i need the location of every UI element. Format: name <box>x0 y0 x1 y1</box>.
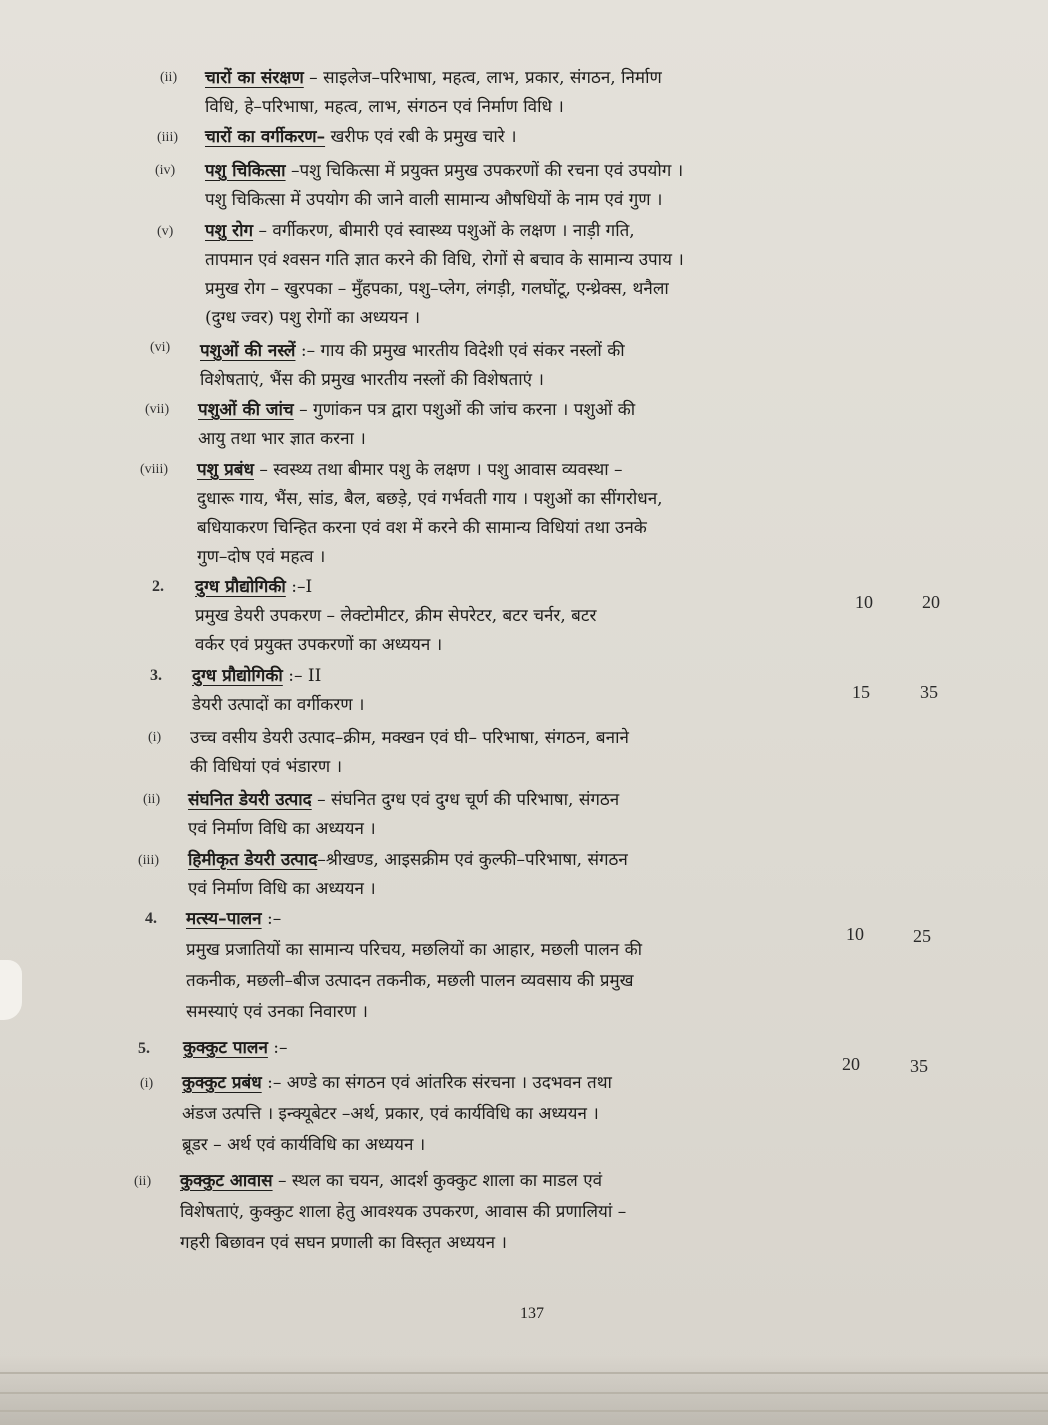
marks-total: 20 <box>922 592 940 612</box>
syllabus-item-animal-breeds: पशुओं की नस्लें :– गाय की प्रमुख भारतीय विदेशी एवं संकर नस्लों की विशेषताएं, भैंस की प्रमुख भारतीय नस्लों की विशेषताएं । <box>200 341 625 390</box>
item-line: खरीफ एवं रबी के प्रमुख चारे । <box>330 127 517 147</box>
item-line: ब्रूडर – अर्थ एवं कार्यविधि का अध्ययन । <box>182 1135 426 1155</box>
item-heading: चारों का वर्गीकरण– <box>205 127 326 147</box>
item-number: 4. <box>145 910 157 927</box>
syllabus-item-animal-examination: पशुओं की जांच – गुणांकन पत्र द्वारा पशुओं की जांच करना । पशुओं की आयु तथा भार ज्ञात करना । <box>198 400 636 449</box>
item-line: पशु चिकित्सा में प्रयुक्त प्रमुख उपकरणों की रचना एवं उपयोग । <box>299 161 684 181</box>
item-line: उच्च वसीय डेयरी उत्पाद–क्रीम, मक्खन एवं घी– परिभाषा, संगठन, बनाने <box>190 728 629 748</box>
item-line: गाय की प्रमुख भारतीय विदेशी एवं संकर नस्लों की <box>320 341 625 361</box>
item-line: स्वस्थ्य तथा बीमार पशु के लक्षण । पशु आवास व्यवस्था – <box>273 460 623 480</box>
item-heading: चारों का संरक्षण <box>205 68 304 88</box>
syllabus-item-poultry-management: कुक्कुट प्रबंध :– अण्डे का संगठन एवं आंतरिक संरचना । उदभवन तथा अंडज उत्पत्ति । इन्क्यूबेटर –अर्थ, प्रकार, एवं कार्यविधि का अध्ययन । ब्रूडर – अर्थ एवं कार्यविधि का अध्ययन । <box>182 1073 612 1155</box>
syllabus-item-dairy-technology-1: दुग्ध प्रौद्योगिकी :–I प्रमुख डेयरी उपकरण – लेक्टोमीटर, क्रीम सेपरेटर, बटर चर्नर, बटर वर्कर एवं प्रयुक्त उपकरणों का अध्ययन । <box>195 577 597 655</box>
item-line: गुणांकन पत्र द्वारा पशुओं की जांच करना । पशुओं की <box>313 400 636 420</box>
item-line: डेयरी उत्पादों का वर्गीकरण । <box>192 695 365 715</box>
page-number: 137 <box>520 1305 544 1322</box>
item-heading: पशु चिकित्सा <box>205 161 286 181</box>
item-number: (vii) <box>145 402 170 417</box>
syllabus-item-dairy-technology-2: दुग्ध प्रौद्योगिकी :– II डेयरी उत्पादों का वर्गीकरण । <box>192 666 365 715</box>
item-number: (i) <box>148 730 162 745</box>
item-heading: कुक्कुट आवास <box>180 1171 273 1191</box>
marks-total: 25 <box>913 926 931 946</box>
syllabus-item-fisheries: मत्स्य–पालन :– प्रमुख प्रजातियों का सामान्य परिचय, मछलियों का आहार, मछली पालन की तकनीक, मछली–बीज उत्पादन तकनीक, मछली पालन व्यवसाय की प्रमुख समस्याएं एवं उनका निवारण । <box>186 909 643 1022</box>
item-heading: पशु रोग <box>205 221 254 241</box>
syllabus-item-poultry: कुक्कुट पालन :– <box>183 1038 288 1058</box>
item-line: तापमान एवं श्वसन गति ज्ञात करने की विधि, रोगों से बचाव के सामान्य उपाय । <box>205 250 684 270</box>
item-line: विशेषताएं, भैंस की प्रमुख भारतीय नस्लों की विशेषताएं । <box>200 370 544 390</box>
item-line: एवं निर्माण विधि का अध्ययन । <box>188 879 376 899</box>
item-line: विशेषताएं, कुक्कुट शाला हेतु आवश्यक उपकरण, आवास की प्रणालियां – <box>180 1202 627 1222</box>
marks-theory: 20 <box>842 1054 860 1074</box>
item-heading: हिमीकृत डेयरी उत्पाद <box>188 850 318 870</box>
item-heading: दुग्ध प्रौद्योगिकी <box>192 666 283 686</box>
item-number: (i) <box>140 1076 154 1091</box>
item-number: (iii) <box>138 853 159 868</box>
item-line: स्थल का चयन, आदर्श कुक्कुट शाला का माडल एवं <box>291 1171 603 1191</box>
item-line: वर्गीकरण, बीमारी एवं स्वास्थ्य पशुओं के लक्षण । नाड़ी गति, <box>272 221 635 241</box>
item-line: गुण–दोष एवं महत्व । <box>197 547 326 567</box>
item-heading: पशु प्रबंध <box>197 460 254 480</box>
item-heading: कुक्कुट पालन <box>183 1038 268 1058</box>
item-line: प्रमुख रोग – खुरपका – मुँहपका, पशु–प्लेग, लंगड़ी, गलघोंटू, एन्थ्रेक्स, थनैला <box>205 279 669 299</box>
item-line: दुधारू गाय, भैंस, सांड, बैल, बछड़े, एवं गर्भवती गाय । पशुओं का सींगरोधन, <box>197 489 663 509</box>
item-number: (vi) <box>150 340 171 355</box>
item-line: की विधियां एवं भंडारण । <box>190 757 343 777</box>
item-line: गहरी बिछावन एवं सघन प्रणाली का विस्तृत अध्ययन । <box>180 1233 507 1253</box>
item-line: समस्याएं एवं उनका निवारण । <box>186 1002 368 1022</box>
item-line: एवं निर्माण विधि का अध्ययन । <box>188 819 376 839</box>
item-line: श्रीखण्ड, आइसक्रीम एवं कुल्फी–परिभाषा, संगठन <box>325 850 628 870</box>
item-number: 3. <box>150 667 162 684</box>
syllabus-item-animal-management: पशु प्रबंध – स्वस्थ्य तथा बीमार पशु के लक्षण । पशु आवास व्यवस्था – दुधारू गाय, भैंस, सांड, बैल, बछड़े, एवं गर्भवती गाय । पशुओं का सींगरोधन, बधियाकरण चिन्हित करना एवं वश में करने की सामान्य विधियां तथा उनके गुण–दोष एवं महत्व । <box>197 460 663 567</box>
page-bottom-edge <box>0 1355 1048 1425</box>
item-line: साइलेज–परिभाषा, महत्व, लाभ, प्रकार, संगठन, निर्माण <box>323 68 662 88</box>
item-line: वर्कर एवं प्रयुक्त उपकरणों का अध्ययन । <box>195 635 443 655</box>
item-line: संघनित दुग्ध एवं दुग्ध चूर्ण की परिभाषा, संगठन <box>331 790 620 810</box>
item-line: प्रमुख प्रजातियों का सामान्य परिचय, मछलियों का आहार, मछली पालन की <box>186 940 643 960</box>
item-number: (ii) <box>160 70 178 85</box>
item-number: (iv) <box>155 163 176 178</box>
item-heading: कुक्कुट प्रबंध <box>182 1073 262 1093</box>
page-edge-line <box>0 1392 1048 1394</box>
marks-total: 35 <box>920 682 938 702</box>
syllabus-item-high-fat-dairy <box>190 724 830 782</box>
item-heading: पशुओं की जांच <box>198 400 294 420</box>
marks-theory: 10 <box>846 924 864 944</box>
item-line: अंडज उत्पत्ति । इन्क्यूबेटर –अर्थ, प्रकार, एवं कार्यविधि का अध्ययन । <box>182 1104 599 1124</box>
syllabus-item-poultry-housing: कुक्कुट आवास – स्थल का चयन, आदर्श कुक्कुट शाला का माडल एवं विशेषताएं, कुक्कुट शाला हेतु आवश्यक उपकरण, आवास की प्रणालियां – गहरी बिछावन एवं सघन प्रणाली का विस्तृत अध्ययन । <box>180 1171 627 1253</box>
item-line: आयु तथा भार ज्ञात करना । <box>198 429 366 449</box>
item-line: तकनीक, मछली–बीज उत्पादन तकनीक, मछली पालन व्यवसाय की प्रमुख <box>186 971 634 991</box>
item-heading: मत्स्य–पालन <box>186 909 262 929</box>
item-number: (ii) <box>143 792 161 807</box>
item-number: (v) <box>157 224 174 239</box>
syllabus-item-fodder-classification <box>205 123 805 152</box>
item-number: (iii) <box>157 130 178 145</box>
marks-theory: 10 <box>855 592 873 612</box>
item-line: बधियाकरण चिन्हित करना एवं वश में करने की सामान्य विधियां तथा उनके <box>197 518 647 538</box>
syllabus-item-veterinary: पशु चिकित्सा –पशु चिकित्सा में प्रयुक्त प्रमुख उपकरणों की रचना एवं उपयोग । पशु चिकित्सा में उपयोग की जाने वाली सामान्य औषधियों के नाम एवं गुण । <box>205 161 684 210</box>
syllabus-item-frozen-dairy: हिमीकृत डेयरी उत्पाद–श्रीखण्ड, आइसक्रीम एवं कुल्फी–परिभाषा, संगठन एवं निर्माण विधि का अध्ययन । <box>188 850 628 899</box>
syllabus-item-fodder-conservation: चारों का संरक्षण – साइलेज–परिभाषा, महत्व, लाभ, प्रकार, संगठन, निर्माण विधि, हे–परिभाषा, महत्व, लाभ, संगठन एवं निर्माण विधि । <box>205 68 662 117</box>
syllabus-item-condensed-dairy: संघनित डेयरी उत्पाद – संघनित दुग्ध एवं दुग्ध चूर्ण की परिभाषा, संगठन एवं निर्माण विधि का अध्ययन । <box>188 790 620 839</box>
item-line: प्रमुख डेयरी उपकरण – लेक्टोमीटर, क्रीम सेपरेटर, बटर चर्नर, बटर <box>195 606 597 626</box>
paper-tear <box>0 960 22 1020</box>
item-number: (ii) <box>134 1174 152 1189</box>
item-number: 5. <box>138 1040 150 1057</box>
syllabus-item-animal-disease: पशु रोग – वर्गीकरण, बीमारी एवं स्वास्थ्य पशुओं के लक्षण । नाड़ी गति, तापमान एवं श्वसन गति ज्ञात करने की विधि, रोगों से बचाव के सामान्य उपाय । प्रमुख रोग – खुरपका – मुँहपका, पशु–प्लेग, लंगड़ी, गलघोंटू, एन्थ्रेक्स, थनैला (दुग्ध ज्वर) पशु रोगों का अध्ययन । <box>205 221 684 328</box>
item-heading: संघनित डेयरी उत्पाद <box>188 790 312 810</box>
item-number: (viii) <box>140 462 168 477</box>
page-edge-line <box>0 1372 1048 1374</box>
marks-total: 35 <box>910 1056 928 1076</box>
item-line: अण्डे का संगठन एवं आंतरिक संरचना । उदभवन तथा <box>286 1073 612 1093</box>
item-heading: दुग्ध प्रौद्योगिकी <box>195 577 286 597</box>
item-line: विधि, हे–परिभाषा, महत्व, लाभ, संगठन एवं निर्माण विधि । <box>205 97 564 117</box>
item-heading: पशुओं की नस्लें <box>200 341 296 361</box>
marks-theory: 15 <box>852 682 870 702</box>
item-line: पशु चिकित्सा में उपयोग की जाने वाली सामान्य औषधियों के नाम एवं गुण । <box>205 190 663 210</box>
item-line: (दुग्ध ज्वर) पशु रोगों का अध्ययन । <box>205 308 421 328</box>
item-number: 2. <box>152 578 164 595</box>
page-edge-line <box>0 1410 1048 1412</box>
